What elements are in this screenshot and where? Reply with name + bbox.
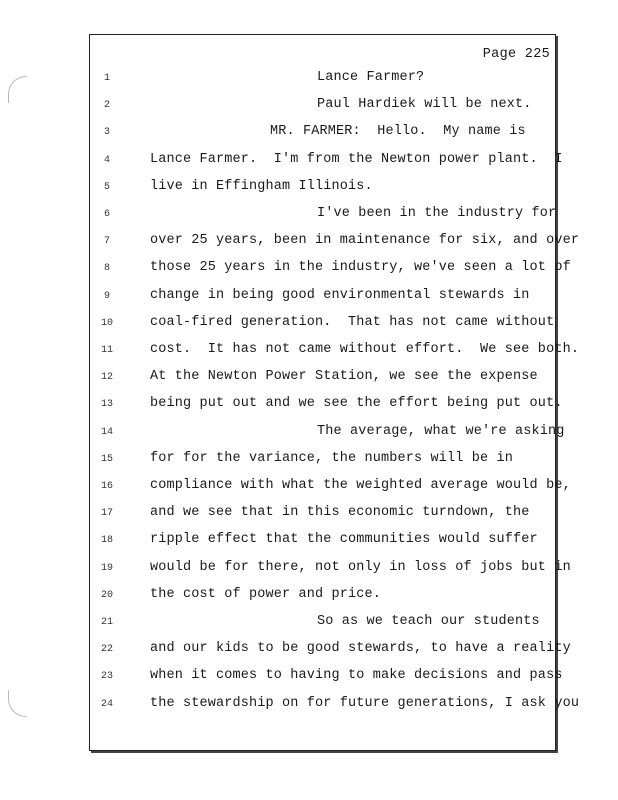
line-number: 22 [100,644,113,656]
transcript-line [0,396,618,416]
line-number: 9 [103,290,110,302]
line-number: 1 [103,73,110,84]
line-number: 14 [100,426,113,438]
line-number: 7 [103,236,110,248]
line-number: 10 [100,317,113,329]
line-number: 17 [100,508,113,520]
line-number: 8 [103,263,110,275]
line-text: when it comes to having to make decisions and pass [150,668,563,684]
line-text: those 25 years in the industry, we've seen a lot of [150,260,571,276]
line-number: 20 [100,589,113,601]
line-text: the cost of power and price. [150,586,382,602]
transcript-line [0,424,618,444]
line-text: Lance Farmer. I'm from the Newton power plant. I [150,151,563,167]
line-text: and we see that in this economic turndown, the [150,505,530,521]
line-text: the stewardship on for future generations, I ask you [150,695,580,711]
line-text: change in being good environmental stewards in [150,287,530,303]
line-text: for for the variance, the numbers will be in [150,450,514,466]
line-number: 18 [100,535,113,547]
line-text: being put out and we see the effort being put out. [150,396,563,412]
line-text: I've been in the industry for [317,206,557,221]
transcript-line [0,152,618,172]
line-number: 12 [100,372,113,384]
transcript-line [0,478,618,498]
transcript-line [0,641,618,661]
line-text: live in Effingham Illinois. [150,178,373,194]
line-text: coal-fired generation. That has not came without [150,314,555,330]
line-number: 24 [100,698,113,710]
page-number: Page 225 [482,47,550,62]
line-number: 16 [100,481,113,492]
line-number: 21 [100,617,113,628]
transcript-line [0,668,618,688]
line-text: would be for there, not only in loss of jobs but in [150,559,571,575]
line-number: 2 [103,100,110,112]
line-text: cost. It has not came without effort. We see both. [150,342,580,357]
transcript-line [0,97,618,117]
transcript-line [0,369,618,389]
line-text: MR. FARMER: Hello. My name is [270,124,526,140]
line-text: At the Newton Power Station, we see the expense [150,369,538,385]
transcript-line [0,260,618,280]
transcript-line [0,614,618,634]
transcript-line [0,70,618,90]
transcript-line [0,505,618,525]
transcript-line [0,179,618,199]
line-number: 6 [103,209,110,220]
line-text: The average, what we're asking [317,423,565,439]
transcript-line [0,288,618,308]
line-text: Paul Hardiek will be next. [317,97,532,113]
transcript-line [0,315,618,335]
line-number: 13 [100,399,113,411]
line-text: over 25 years, been in maintenance for six, and over [150,233,580,249]
line-number: 15 [100,453,113,465]
line-text: ripple effect that the communities would suffer [150,532,538,548]
transcript-line [0,342,618,362]
line-number: 11 [100,345,113,356]
line-text: Lance Farmer? [317,70,425,85]
transcript-line [0,451,618,471]
transcript-line [0,696,618,716]
transcript-line [0,532,618,552]
line-number: 3 [103,127,110,139]
transcript-line [0,124,618,144]
transcript-line [0,560,618,580]
line-text: So as we teach our students [317,614,540,629]
line-number: 4 [103,154,110,166]
transcript-line [0,206,618,226]
line-number: 19 [100,562,113,574]
transcript-line [0,233,618,253]
line-text: compliance with what the weighted average would be, [150,478,571,493]
line-number: 23 [100,671,113,683]
transcript-line [0,587,618,607]
line-number: 5 [103,181,110,193]
line-text: and our kids to be good stewards, to have a reality [150,641,571,657]
